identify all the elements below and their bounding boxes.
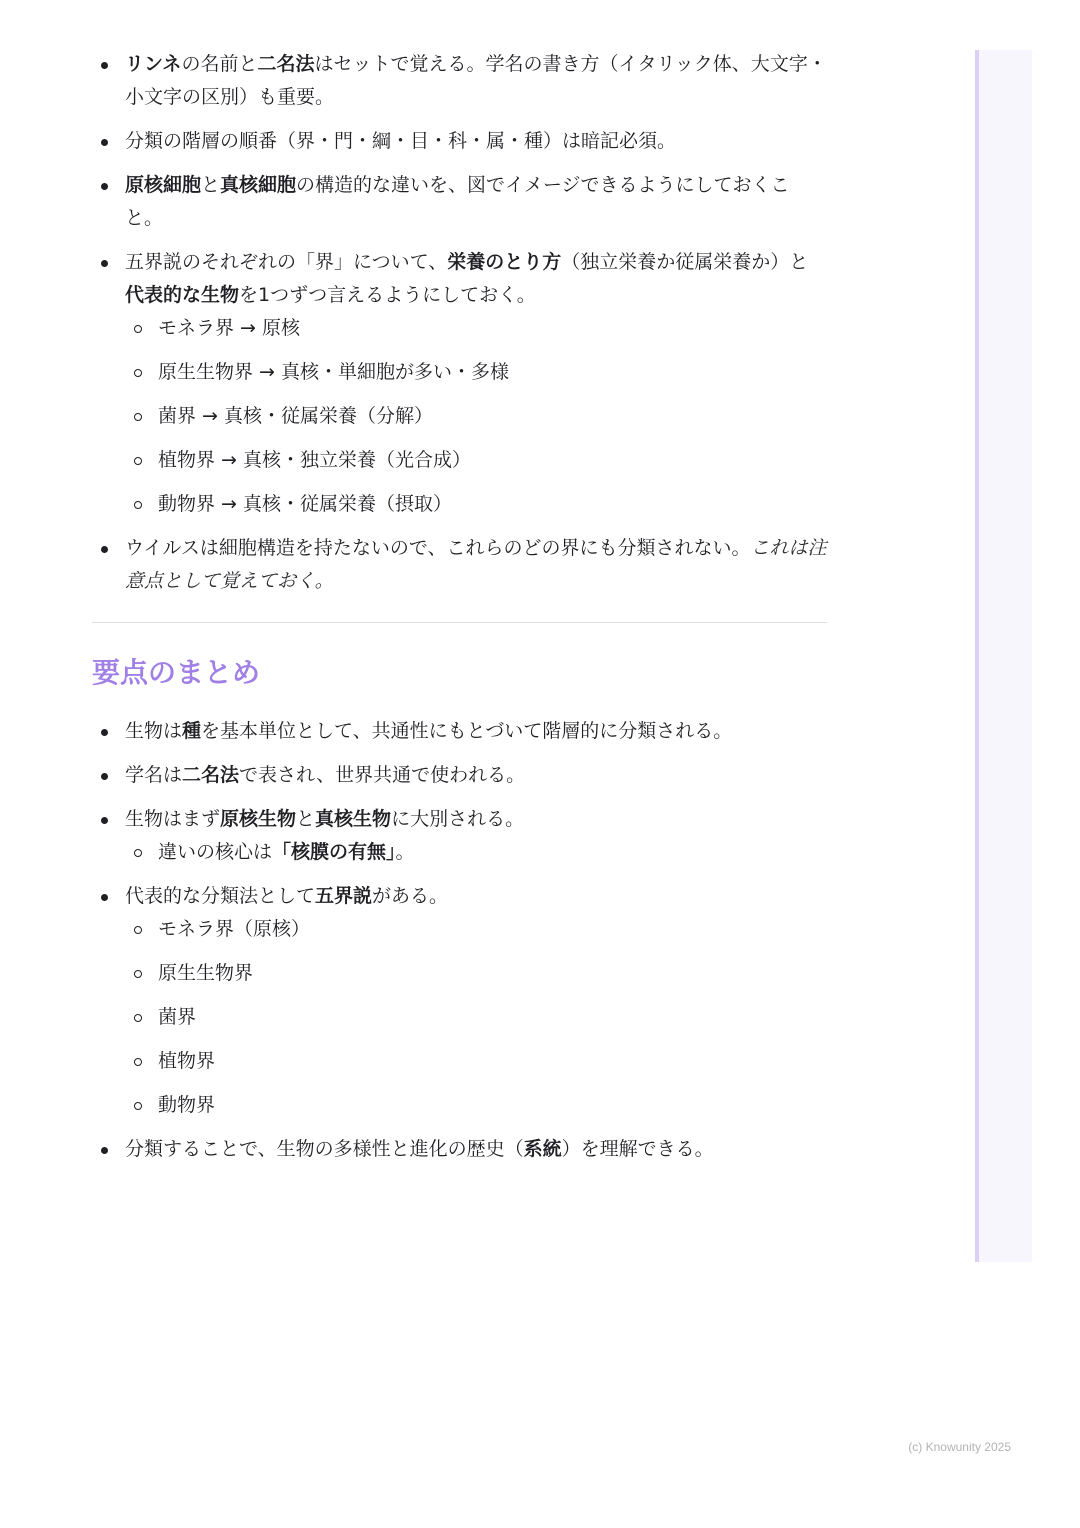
- copyright-footer: (c) Knowunity 2025: [908, 1440, 1011, 1454]
- sub-list-item: 菌界 → 真核・従属栄養（分解）: [125, 400, 827, 433]
- list-item: 分類の階層の順番（界・門・綱・目・科・属・種）は暗記必須。: [92, 125, 827, 158]
- sub-list-item: 原生生物界 → 真核・単細胞が多い・多様: [125, 356, 827, 389]
- section-divider: [92, 622, 827, 623]
- list-item: 学名は二名法で表され、世界共通で使われる。: [92, 759, 827, 792]
- list-item: リンネの名前と二名法はセットで覚える。学名の書き方（イタリック体、大文字・小文字の区別）も重要。: [92, 48, 827, 114]
- study-tips-list: [92, 48, 827, 598]
- sub-list-item: 動物界 → 真核・従属栄養（摂取）: [125, 488, 827, 521]
- list-item: 代表的な分類法として五界説がある。 モネラ界（原核） 原生生物界 菌界 植物界 動物界: [92, 880, 827, 1122]
- sub-list-item: モネラ界 → 原核: [125, 312, 827, 345]
- sub-list-item: 違いの核心は「核膜の有無」。: [125, 836, 827, 869]
- sub-list-item: 動物界: [125, 1089, 827, 1122]
- five-kingdoms-sublist: [125, 913, 827, 1122]
- list-item: ウイルスは細胞構造を持たないので、これらのどの界にも分類されない。これは注意点として覚えておく。: [92, 532, 827, 598]
- prokaryote-eukaryote-sublist: [125, 836, 827, 869]
- margin-sidebar: [975, 50, 1032, 1262]
- sub-list-item: 植物界: [125, 1045, 827, 1078]
- list-item: 五界説のそれぞれの「界」について、栄養のとり方（独立栄養か従属栄養か）と代表的な生物を1つずつ言えるようにしておく。 モネラ界 → 原核 原生生物界 → 真核・単細胞が多い・多様 菌界 → 真核・従属栄養（分解） 植物界 → 真核・独立栄養（光合成） 動物界 → 真核・従属栄養（摂取）: [92, 246, 827, 521]
- summary-list: [92, 715, 827, 1166]
- sub-list-item: 菌界: [125, 1001, 827, 1034]
- sub-list-item: 植物界 → 真核・独立栄養（光合成）: [125, 444, 827, 477]
- sub-list-item: 原生生物界: [125, 957, 827, 990]
- list-item: 生物は種を基本単位として、共通性にもとづいて階層的に分類される。: [92, 715, 827, 748]
- kingdom-nutrition-sublist: [125, 312, 827, 521]
- list-item: 生物はまず原核生物と真核生物に大別される。 違いの核心は「核膜の有無」。: [92, 803, 827, 869]
- sub-list-item: モネラ界（原核）: [125, 913, 827, 946]
- summary-heading: 要点のまとめ: [92, 656, 261, 689]
- list-item: 原核細胞と真核細胞の構造的な違いを、図でイメージできるようにしておくこと。: [92, 169, 827, 235]
- list-item: 分類することで、生物の多様性と進化の歴史（系統）を理解できる。: [92, 1133, 827, 1166]
- document-body: [92, 48, 827, 1177]
